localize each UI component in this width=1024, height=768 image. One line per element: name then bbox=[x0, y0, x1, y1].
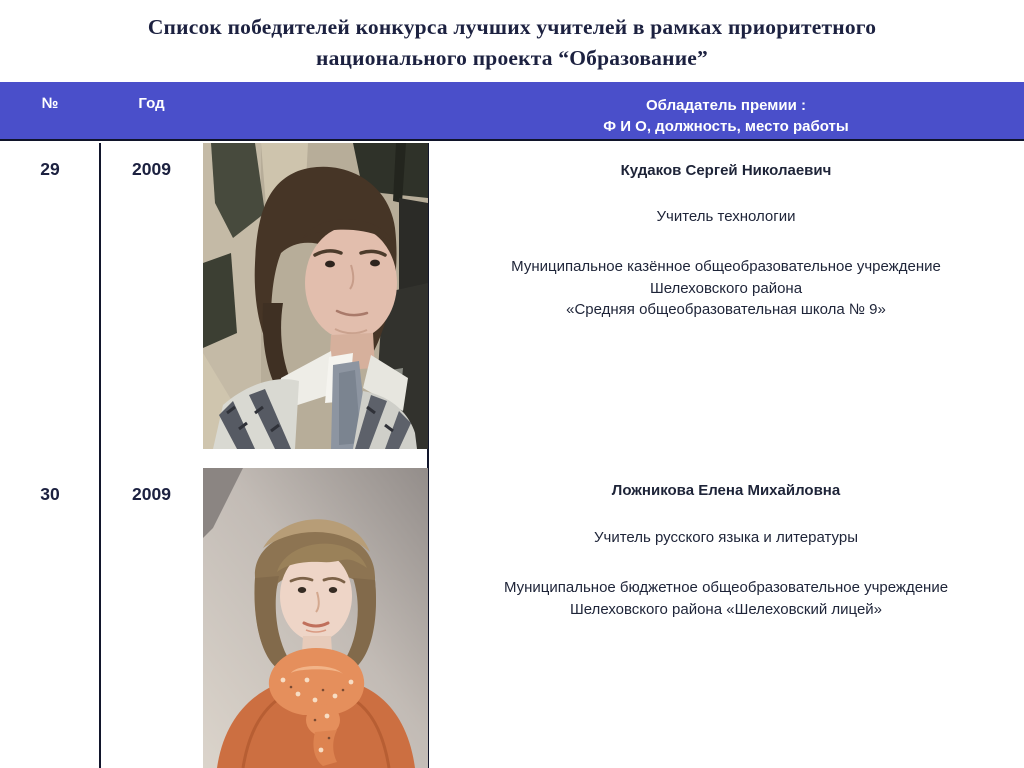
header-col-year: Год bbox=[138, 95, 165, 112]
winner-name: Кудаков Сергей Николаевич bbox=[620, 162, 832, 179]
page-title bbox=[0, 12, 1024, 74]
header-col-winner bbox=[428, 82, 1024, 139]
winner-info bbox=[428, 468, 1024, 620]
winner-workplace: Муниципальное казённое общеобразовательное учреждение Шелеховского района «Средняя общеобразовательная школа № 9» bbox=[511, 258, 941, 318]
teacher-photo-woman bbox=[203, 468, 428, 768]
winner-position: Учитель технологии bbox=[656, 208, 796, 225]
header-col-winner-line2: Ф И О, должность, место работы bbox=[603, 118, 849, 135]
row-number: 29 bbox=[40, 159, 60, 179]
winner-position: Учитель русского языка и литературы bbox=[594, 529, 858, 546]
page-title-line2: национального проекта “Образование” bbox=[316, 46, 708, 70]
table-body bbox=[0, 143, 1024, 768]
header-col-number: № bbox=[41, 95, 59, 112]
winner-workplace: Муниципальное бюджетное общеобразовательное учреждение Шелеховского района «Шелеховский лицей» bbox=[503, 579, 949, 618]
table-row bbox=[0, 143, 1024, 468]
winner-info bbox=[428, 143, 1024, 321]
page-title-line1: Список победителей конкурса лучших учителей в рамках приоритетного bbox=[147, 15, 877, 39]
row-number: 30 bbox=[40, 484, 60, 504]
row-year: 2009 bbox=[132, 484, 171, 504]
table-header bbox=[0, 82, 1024, 141]
teacher-photo-man bbox=[203, 143, 428, 449]
winner-name: Ложникова Елена Михайловна bbox=[611, 482, 841, 499]
header-col-winner-line1: Обладатель премии : bbox=[646, 97, 806, 114]
row-year: 2009 bbox=[132, 159, 171, 179]
header-col-photo-spacer bbox=[203, 82, 428, 139]
table-row bbox=[0, 468, 1024, 768]
